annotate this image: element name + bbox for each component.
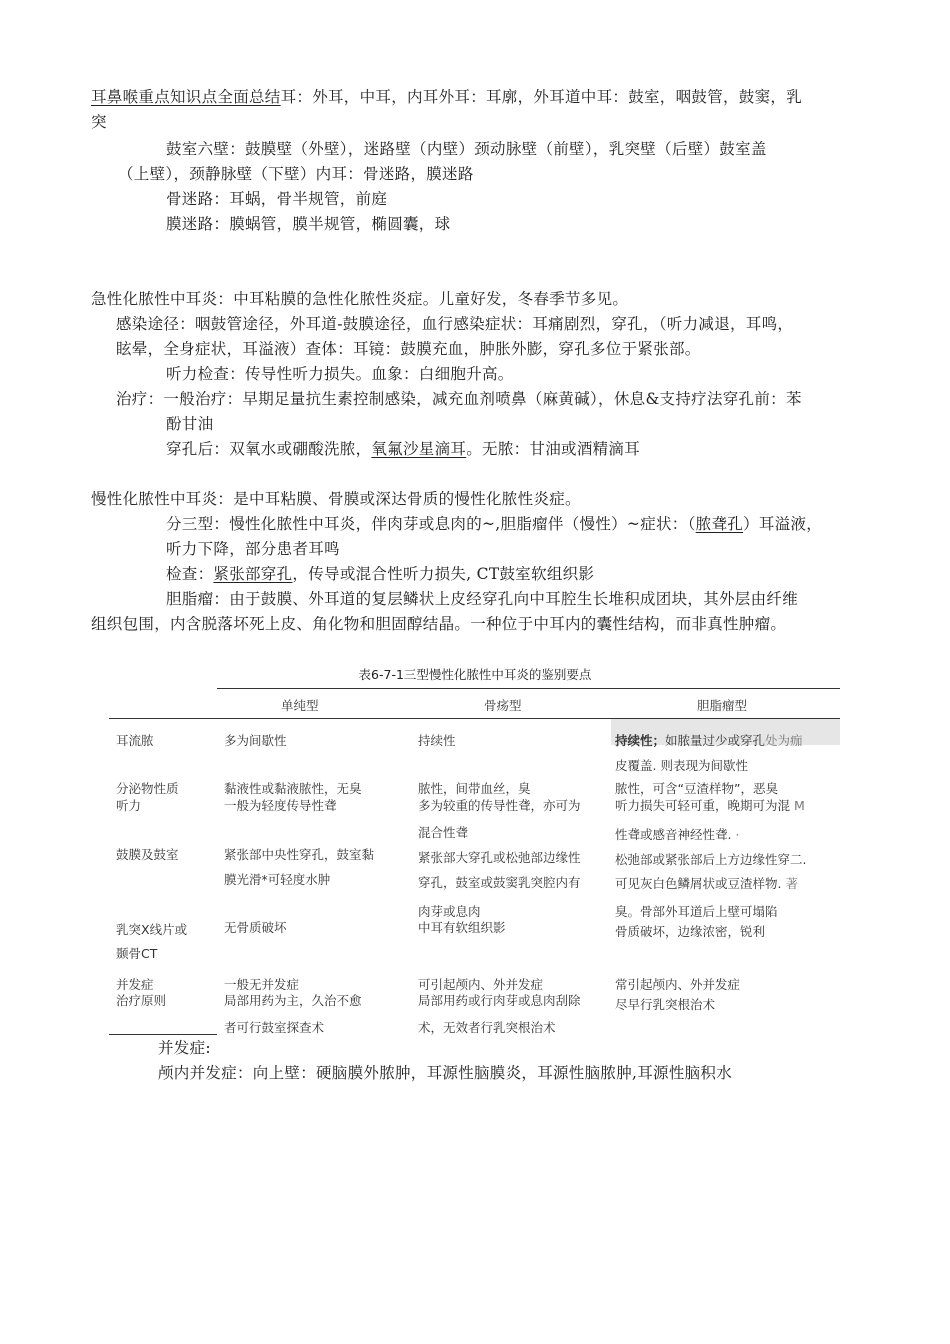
bone-drum-2: 穿孔，鼓室或鼓窦乳突腔内有 — [418, 875, 581, 890]
row-label-treatment: 治疗原则 — [116, 993, 167, 1008]
intro-line-5: 骨迷路：耳蜗，骨半规管，前庭 — [166, 190, 388, 208]
chronic-line-6: 组织包围，内含脱落坏死上皮、角化物和胆固醇结晶。一种位于中耳内的囊性结构，而非真性肿瘤。 — [91, 615, 787, 633]
intro-line-2: 突 — [91, 113, 107, 131]
chol-treatment: 尽早行乳突根治术 — [615, 997, 716, 1012]
bone-hearing-2: 混合性聋 — [418, 825, 469, 840]
chronic-line-3: 听力下降，部分患者耳鸣 — [166, 540, 340, 558]
intro-line-6: 膜迷路：膜蜗管，膜半规管，椭圆囊，球 — [166, 215, 451, 233]
acute-heading: 急性化脓性中耳炎：中耳粘膜的急性化脓性炎症。儿童好发，冬春季节多见。 — [91, 290, 629, 308]
chol-hearing-2-text: 性聋或感音神经性聋. — [615, 827, 732, 842]
row-label-hearing: 听力 — [116, 798, 142, 813]
bone-treatment-1: 局部用药或行肉芽或息肉刮除 — [418, 993, 581, 1008]
row-label-complications: 并发症 — [116, 977, 154, 992]
complications-line: 颅内并发症：向上壁：硬脑膜外脓肿，耳源性脑膜炎，耳源性脑脓肿,耳源性脑积水 — [158, 1064, 733, 1082]
chol-discharge — [615, 732, 803, 749]
chol-hearing-1-text: 听力损失可轻可重，晚期可为混 — [615, 798, 791, 813]
acute-line-6: 酚甘油 — [166, 415, 214, 433]
simple-secretion: 黏液性或黏液脓性，无臭 — [224, 781, 362, 796]
table-bottom-rule — [109, 1034, 217, 1035]
chol-drum-3: 臭。骨部外耳道后上壁可塌陷 — [615, 904, 778, 919]
chol-hearing-1 — [615, 797, 805, 814]
chol-xray: 骨质破坏，边缘浓密，锐利 — [615, 924, 766, 939]
chronic-line-2-b: ）耳溢液， — [743, 515, 823, 533]
simple-hearing: 一般为轻度传导性聋 — [224, 798, 337, 813]
bone-treatment-2: 术，无效者行乳突根治术 — [418, 1020, 556, 1035]
table-header-chol: 胆脂瘤型 — [697, 698, 748, 713]
chol-hearing-2 — [615, 826, 739, 843]
simple-complications: 一般无并发症 — [224, 977, 300, 992]
row-label-secretion: 分泌物性质 — [116, 781, 179, 796]
chronic-line-4-b: ，传导或混合性听力损失, CT鼓室软组织影 — [292, 565, 595, 583]
chol-hearing-2-faded: · — [731, 827, 740, 842]
chronic-line-2-underlined: 脓聋孔 — [695, 515, 744, 533]
bone-drum-1: 紧张部大穿孔或松弛部边缘性 — [418, 850, 581, 865]
bone-drum-3: 肉芽或息肉 — [418, 904, 481, 919]
bone-hearing-1: 多为较重的传导性聋，亦可为 — [418, 798, 581, 813]
simple-drum-2: 膜光滑*可轻度水肿 — [224, 872, 331, 887]
acute-line-7 — [166, 437, 640, 462]
simple-treatment-1: 局部用药为主，久治不愈 — [224, 993, 362, 1008]
intro-line-1 — [91, 85, 802, 110]
bone-secretion: 脓性，间带血丝，臭 — [418, 781, 531, 796]
bone-complications: 可引起颅内、外并发症 — [418, 977, 544, 992]
chol-discharge-2: 皮覆盖. 则表现为间歇性 — [615, 758, 748, 773]
acute-line-2: 感染途径：咽鼓管途径，外耳道-鼓膜途径，血行感染症状：耳痛剧烈，穿孔，（听力减退，耳鸣， — [116, 315, 794, 333]
intro-line-4: （上壁），颈静脉壁（下壁）内耳：骨迷路，膜迷路 — [118, 165, 474, 183]
simple-discharge: 多为间歇性 — [224, 733, 287, 748]
document-title: 耳鼻喉重点知识点全面总结 — [91, 88, 281, 106]
chol-drum-2 — [615, 875, 798, 892]
table-top-rule — [217, 688, 840, 689]
row-label-xray-2: 颞骨CT — [116, 946, 158, 961]
row-label-drum: 鼓膜及鼓室 — [116, 847, 179, 862]
chol-discharge-rest: 如脓量过少或穿孔 — [665, 733, 766, 748]
chol-drum-1: 松弛部或紧张部后上方边缘性穿二. — [615, 852, 807, 867]
chol-complications: 常引起颅内、外并发症 — [615, 977, 741, 992]
chronic-line-2-a: 分三型：慢性化脓性中耳炎，伴肉芽或息肉的~,胆脂瘤伴（慢性）~症状：（ — [166, 515, 696, 533]
acute-line-7-b: 。无脓：甘油或酒精滴耳 — [466, 440, 641, 458]
simple-drum-1: 紧张部中央性穿孔，鼓室黏 — [224, 847, 375, 862]
chol-drum-2-text: 可见灰白色鳞屑状或豆渣样物. — [615, 876, 782, 891]
intro-line-3: 鼓室六壁：鼓膜壁（外壁），迷路壁（内壁）颈动脉壁（前壁），乳突壁（后壁）鼓室盖 — [166, 140, 767, 158]
row-label-xray-1: 乳突X线片或 — [116, 922, 188, 937]
chronic-heading: 慢性化脓性中耳炎：是中耳粘膜、骨膜或深达骨质的慢性化脓性炎症。 — [91, 490, 581, 508]
chol-drum-2-faded: 著 — [781, 876, 798, 891]
chronic-line-2 — [166, 512, 822, 537]
bone-discharge: 持续性 — [418, 733, 456, 748]
bone-xray: 中耳有软组织影 — [418, 920, 506, 935]
chol-hearing-1-faded: M — [790, 798, 805, 813]
acute-line-7-a: 穿孔后：双氧水或硼酸洗脓， — [166, 440, 372, 458]
complications-title: 并发症: — [158, 1039, 211, 1057]
acute-line-4: 听力检查：传导性听力损失。血象：白细胞升高。 — [166, 365, 514, 383]
simple-xray: 无骨质破坏 — [224, 920, 287, 935]
chronic-line-5: 胆脂瘤：由于鼓膜、外耳道的复层鳞状上皮经穿孔向中耳腔生长堆积成团块，其外层由纤维 — [166, 590, 799, 608]
chol-secretion: 脓性，可含“豆渣样物”，恶臭 — [615, 781, 778, 796]
table-header-simple: 单纯型 — [281, 698, 319, 713]
table-caption: 表6-7-1三型慢性化脓性中耳炎的鉴别要点 — [358, 667, 592, 682]
chol-discharge-faded: 处为痂 — [765, 733, 803, 748]
chronic-line-4-a: 检查： — [166, 565, 214, 583]
table-header-bone: 骨疡型 — [484, 698, 522, 713]
acute-line-5: 治疗：一般治疗：早期足量抗生素控制感染，减充血剂喷鼻（麻黄碱），休息&支持疗法穿孔前：苯 — [116, 390, 802, 408]
acute-line-7-underlined: 氧氟沙星滴耳 — [371, 440, 467, 458]
chol-discharge-bold: 持续性； — [615, 733, 666, 748]
row-label-discharge: 耳流脓 — [116, 733, 154, 748]
chronic-line-4 — [166, 562, 594, 587]
acute-line-3: 眩晕，全身症状，耳溢液）查体：耳镜：鼓膜充血，肿胀外膨，穿孔多位于紧张部。 — [116, 340, 701, 358]
simple-treatment-2: 者可行鼓室探查术 — [224, 1020, 325, 1035]
intro-line-1-text: 耳：外耳，中耳，内耳外耳：耳廓，外耳道中耳：鼓室，咽鼓管，鼓窦，乳 — [280, 88, 803, 106]
chronic-line-4-underlined: 紧张部穿孔 — [213, 565, 293, 583]
